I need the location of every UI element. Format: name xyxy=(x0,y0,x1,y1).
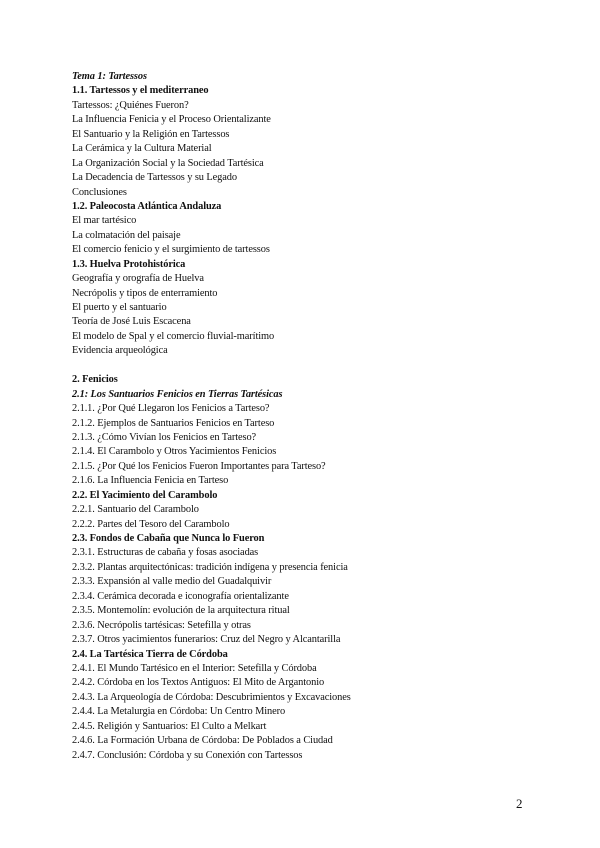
toc-item: 2.4.3. La Arqueología de Córdoba: Descubrimientos y Excavaciones xyxy=(72,691,351,703)
toc-item: 2.1.4. El Carambolo y Otros Yacimientos Fenicios xyxy=(72,446,277,458)
subsection-heading: 2.1: Los Santuarios Fenicios en Tierras Tartésicas xyxy=(72,388,283,400)
subsection-heading: 1.1. Tartessos y el mediterraneo xyxy=(72,85,209,97)
toc-item: Evidencia arqueológica xyxy=(72,345,168,357)
toc-item: 2.1.2. Ejemplos de Santuarios Fenicios en Tarteso xyxy=(72,417,275,429)
toc-item: 2.4.7. Conclusión: Córdoba y su Conexión con Tartessos xyxy=(72,749,303,761)
toc-item: Necrópolis y tipos de enterramiento xyxy=(72,287,218,299)
toc-item: 2.3.2. Plantas arquitectónicas: tradición indígena y presencia fenicia xyxy=(72,561,348,573)
toc-item: Geografía y orografía de Huelva xyxy=(72,273,204,285)
toc-item: El comercio fenicio y el surgimiento de tartessos xyxy=(72,244,270,256)
toc-item: 2.4.2. Córdoba en los Textos Antiguos: El Mito de Argantonio xyxy=(72,677,325,689)
toc-item: El modelo de Spal y el comercio fluvial-marítimo xyxy=(72,330,275,342)
toc-item: 2.4.1. El Mundo Tartésico en el Interior: Setefilla y Córdoba xyxy=(72,662,317,674)
toc-item: 2.4.5. Religión y Santuarios: El Culto a Melkart xyxy=(72,720,267,732)
toc-item: La Influencia Fenicia y el Proceso Orientalizante xyxy=(72,114,271,126)
subsection-heading: 2.4. La Tartésica Tierra de Córdoba xyxy=(72,648,228,660)
toc-item: La Cerámica y la Cultura Material xyxy=(72,143,212,155)
toc-item: 2.4.6. La Formación Urbana de Córdoba: De Poblados a Ciudad xyxy=(72,735,333,747)
toc-item: 2.3.5. Montemolín: evolución de la arquitectura ritual xyxy=(72,605,290,617)
toc-item: 2.3.7. Otros yacimientos funerarios: Cruz del Negro y Alcantarilla xyxy=(72,634,341,646)
toc-item: La Organización Social y la Sociedad Tartésica xyxy=(72,157,264,169)
page-number: 2 xyxy=(516,796,523,811)
toc-item: 2.1.5. ¿Por Qué los Fenicios Fueron Importantes para Tarteso? xyxy=(72,460,326,472)
toc-item: 2.3.4. Cerámica decorada e iconografía orientalizante xyxy=(72,590,289,602)
subsection-heading: 2.2. El Yacimiento del Carambolo xyxy=(72,489,218,501)
toc-item: La Decadencia de Tartessos y su Legado xyxy=(72,172,237,184)
toc-item: 2.1.1. ¿Por Qué Llegaron los Fenicios a Tarteso? xyxy=(72,403,270,415)
toc-item: 2.1.3. ¿Cómo Vivían los Fenicios en Tarteso? xyxy=(72,431,257,443)
subsection-heading: 1.3. Huelva Protohistórica xyxy=(72,258,186,270)
table-of-contents xyxy=(72,70,542,763)
subsection-heading: 1.2. Paleocosta Atlántica Andaluza xyxy=(72,200,222,212)
section-spacer xyxy=(72,359,542,373)
section-title: Tema 1: Tartessos xyxy=(72,71,147,82)
toc-item: Tartessos: ¿Quiénes Fueron? xyxy=(72,99,189,111)
toc-item: 2.3.1. Estructuras de cabaña y fosas asociadas xyxy=(72,547,259,559)
section-title: 2. Fenicios xyxy=(72,374,118,386)
toc-item: 2.2.2. Partes del Tesoro del Carambolo xyxy=(72,518,230,530)
subsection-heading: 2.3. Fondos de Cabaña que Nunca lo Fueron xyxy=(72,533,265,544)
toc-item: Teoría de José Luis Escacena xyxy=(72,316,191,328)
toc-item: 2.4.4. La Metalurgia en Córdoba: Un Centro Minero xyxy=(72,706,286,718)
toc-item: La colmatación del paisaje xyxy=(72,229,181,241)
toc-item: 2.1.6. La Influencia Fenicia en Tarteso xyxy=(72,475,229,487)
toc-item: 2.2.1. Santuario del Carambolo xyxy=(72,504,199,516)
toc-item: El mar tartésico xyxy=(72,215,137,227)
toc-item: El Santuario y la Religión en Tartessos xyxy=(72,128,230,140)
toc-item: 2.3.3. Expansión al valle medio del Guadalquivir xyxy=(72,576,272,588)
toc-item: 2.3.6. Necrópolis tartésicas: Setefilla y otras xyxy=(72,619,251,631)
toc-item: El puerto y el santuario xyxy=(72,302,167,313)
toc-item: Conclusiones xyxy=(72,186,127,198)
